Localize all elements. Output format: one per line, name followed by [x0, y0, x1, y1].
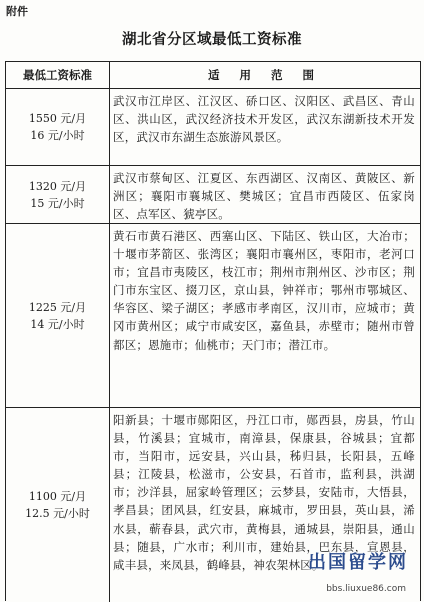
hourly-wage: 14 元/小时	[30, 317, 85, 331]
hourly-wage: 15 元/小时	[30, 196, 85, 210]
hourly-wage: 16 元/小时	[30, 129, 85, 142]
scope-cell: 武汉市蔡甸区、江夏区、东西湖区、汉南区、黄陂区、新洲区；襄阳市襄城区、樊城区；宜昌市西陵区、伍家岗区、点军区、猇亭区。	[113, 171, 415, 222]
header-standard: 最低工资标准	[23, 68, 92, 82]
scope-cell: 黄石市黄石港区、西塞山区、下陆区、铁山区，大冶市；十堰市茅箭区、张湾区；襄阳市襄州区，枣阳市，老河口市；宜昌市夷陵区，枝江市；荆州市荆州区、沙市区；荆门市东宝区、掇刀区，京山县，钟祥市；鄂州市鄂城区、华容区、梁子湖区；孝感市孝南区，汉川市，应城市；黄冈市黄州区；咸宁市咸安区，嘉鱼县，赤壁市；随州市曾都区；恩施市；仙桃市；天门市；潜江市。	[113, 229, 415, 352]
table-row	[6, 89, 420, 166]
standard-cell	[6, 166, 109, 223]
standard-cell	[6, 89, 109, 165]
watermark-logo-text: 出国留学网	[308, 552, 408, 573]
standard-cell	[6, 224, 109, 407]
page-title: 湖北省分区域最低工资标准	[122, 32, 302, 48]
header-scope: 适 用 范 围	[207, 68, 322, 82]
watermark-url: bbs.liuxue86.com	[326, 584, 406, 594]
table-row	[6, 224, 420, 408]
scope-cell: 阳新县；十堰市郧阳区，丹江口市，郧西县，房县，竹山县，竹溪县；宜城市，南漳县，保康县，谷城县；宜都市，当阳市，远安县，兴山县，秭归县，长阳县，五峰县；江陵县，松滋市，公安县，石首市，监利县，洪湖市；沙洋县，屈家岭管理区；云梦县，安陆市，大悟县，孝昌县；团风县，红安县，麻城市，罗田县，英山县，浠水县，蕲春县，武穴市，黄梅县，通城县，崇阳县，通山县；随县，广水市；利川市，建始县，巴东县，宣恩县，咸丰县，来凤县，鹤峰县，神农架林区。	[113, 413, 415, 572]
site-watermark	[300, 552, 418, 598]
monthly-wage: 1225 元/月	[28, 300, 87, 314]
hourly-wage: 12.5 元/小时	[25, 507, 90, 520]
scope-cell: 武汉市江岸区、江汉区、硚口区、汉阳区、武昌区、青山区、洪山区，武汉经济技术开发区，武汉东湖新技术开发区，武汉市东湖生态旅游风景区。	[113, 94, 415, 145]
wage-standard-table	[5, 61, 421, 601]
table-header-row	[6, 62, 420, 89]
table-row	[6, 166, 420, 224]
attachment-label: 附件	[6, 5, 28, 18]
monthly-wage: 1320 元/月	[28, 179, 87, 193]
monthly-wage: 1100 元/月	[28, 490, 87, 503]
standard-cell	[6, 408, 109, 602]
monthly-wage: 1550 元/月	[28, 112, 87, 125]
